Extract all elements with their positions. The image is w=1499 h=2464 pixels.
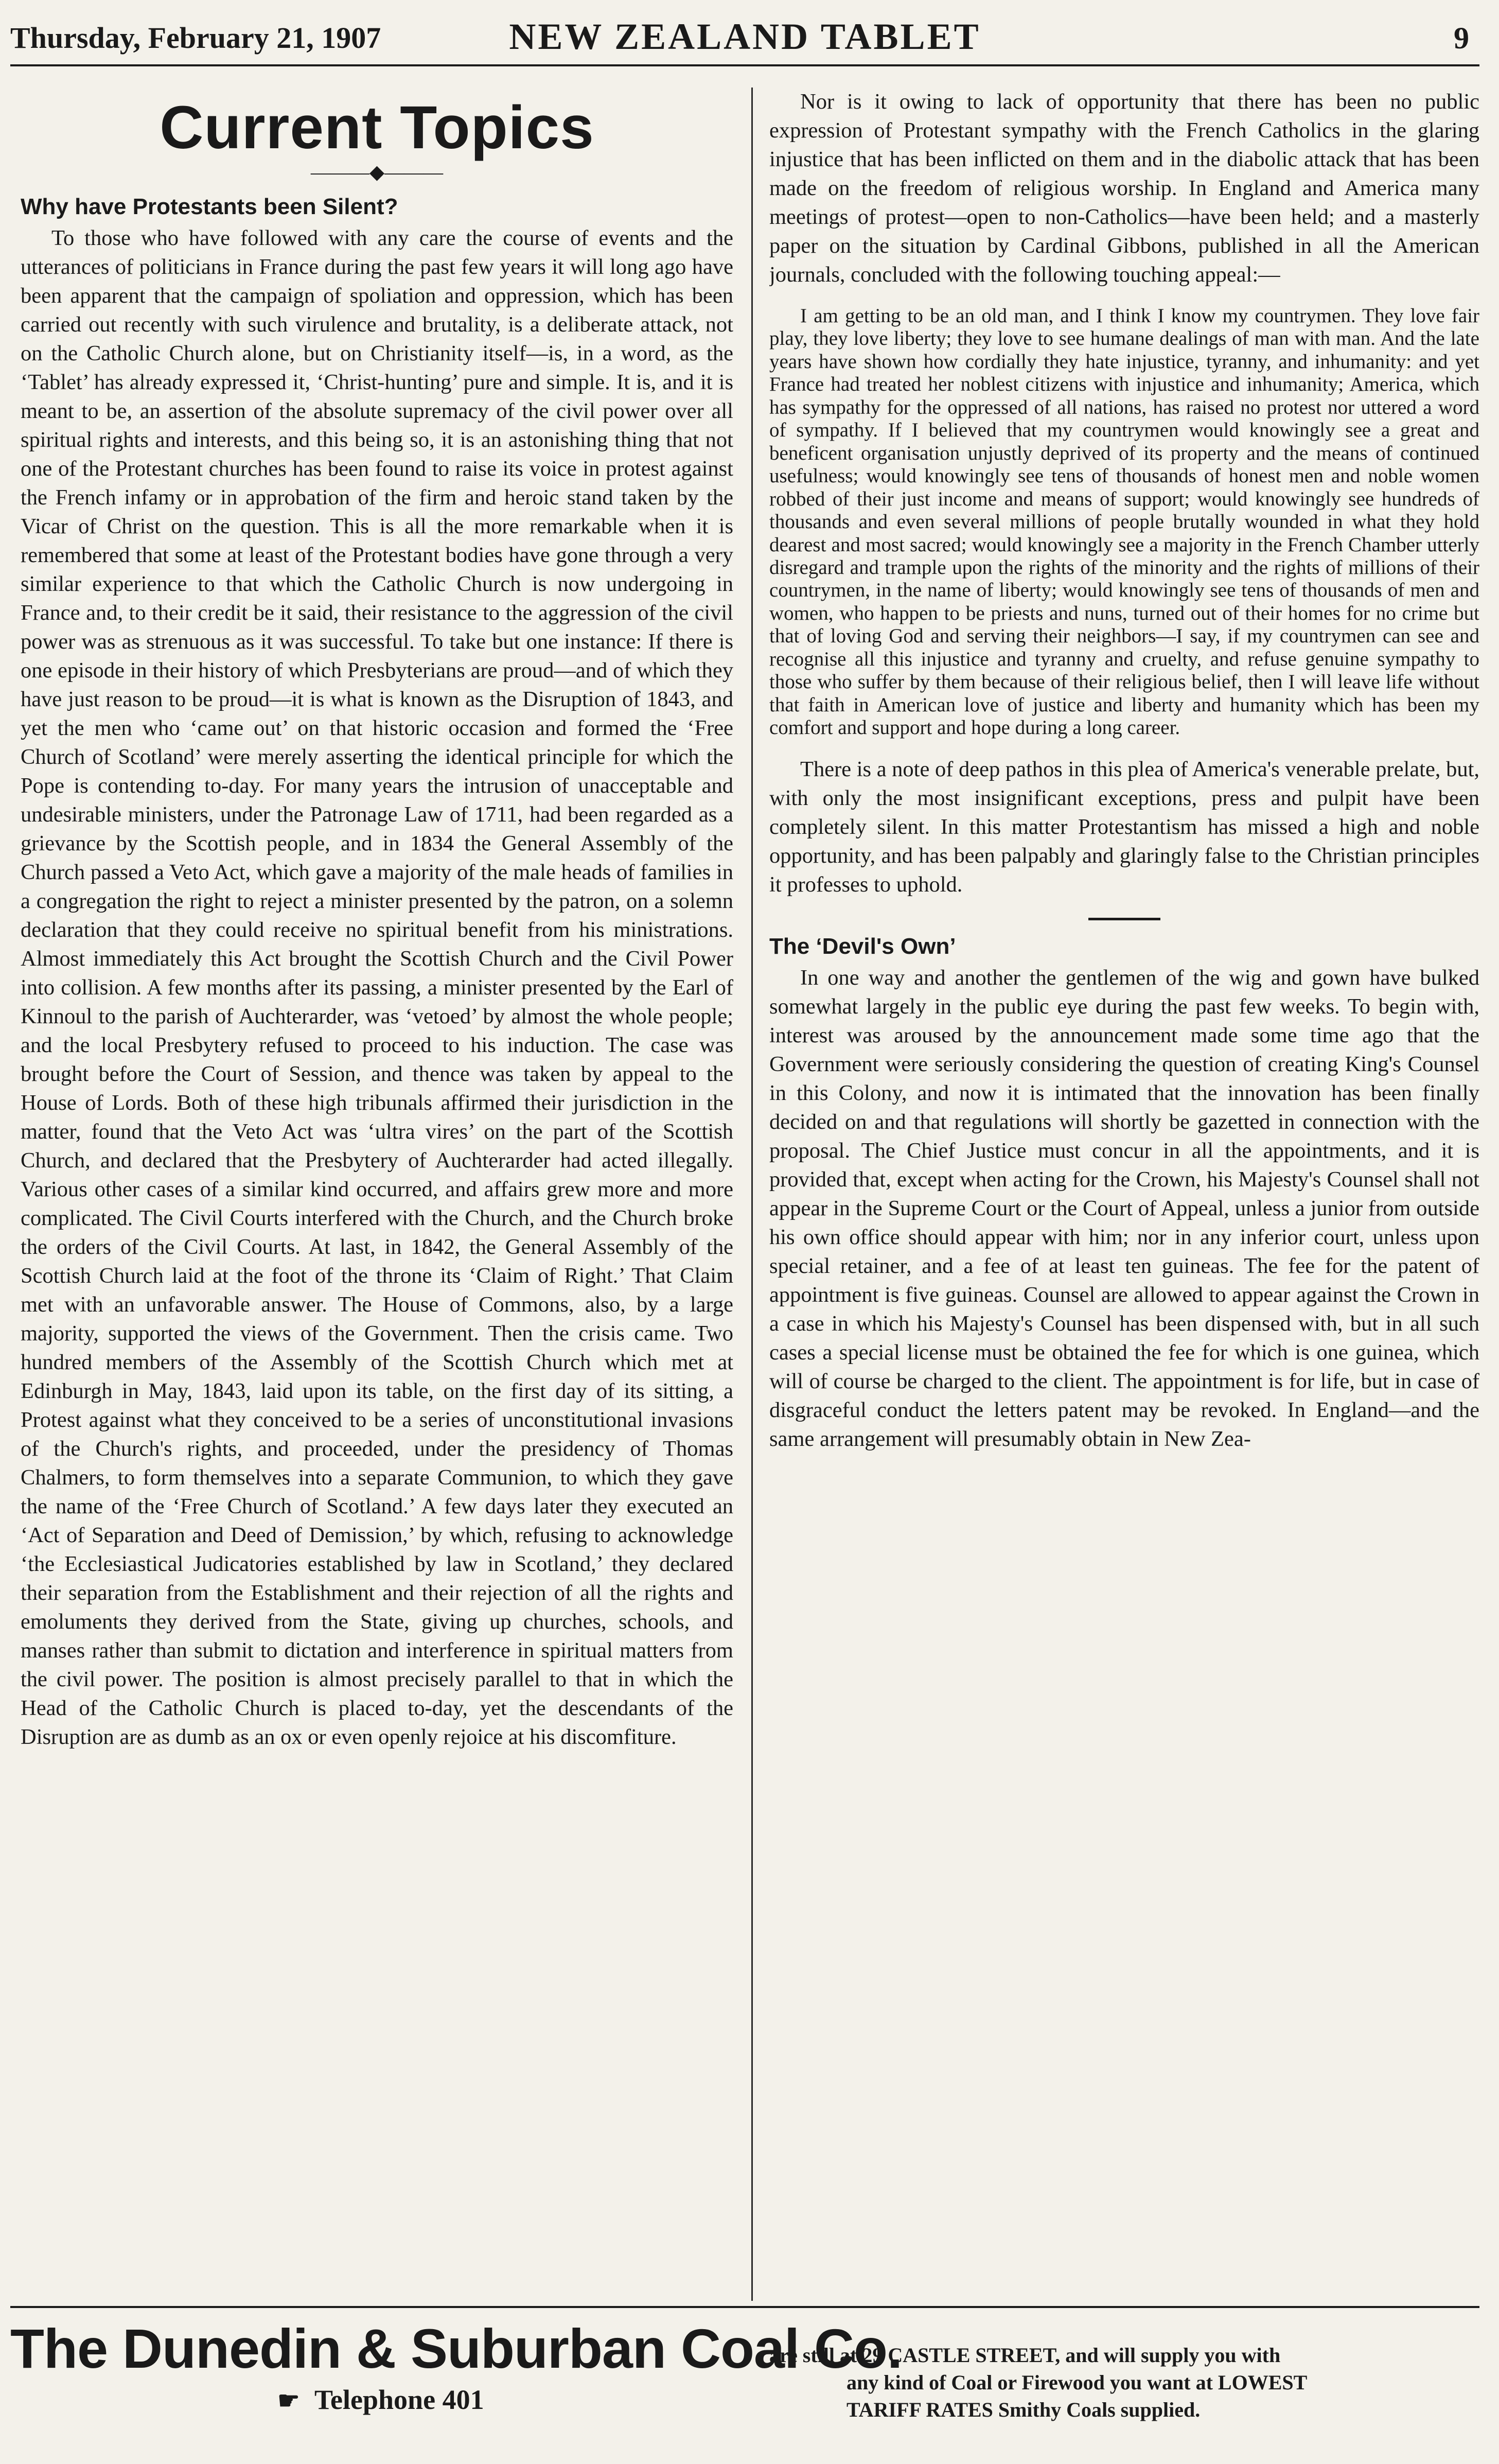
- ad-line-3: TARIFF RATES Smithy Coals supplied.: [847, 2398, 1201, 2421]
- page-header: [10, 15, 1479, 66]
- title-ornament: ———◆———: [310, 162, 444, 183]
- advertisement-right: [769, 2342, 1479, 2455]
- pointing-hand-icon: ☛: [277, 2387, 300, 2415]
- phone-line: [10, 2384, 751, 2416]
- column-divider: [751, 88, 753, 2301]
- left-column: [21, 88, 733, 2301]
- masthead-title: NEW ZEALAND TABLET: [509, 16, 981, 57]
- page-number: 9: [1454, 21, 1469, 55]
- footer-rule: [10, 2306, 1479, 2308]
- ad-line-2: any kind of Coal or Firewood you want at LOWEST: [847, 2370, 1308, 2394]
- gibbons-quote: I am getting to be an old man, and I think I know my countrymen. They love fair play, they love liberty; they love to see humane dealings of man with man. And the late years have shown how cordially they hate injustice, tyranny, and inhumanity: and yet France had treated her noblest citizens with injustice and inhumanity; America, which has sympathy for the oppressed of all nations, has raised no protest nor uttered a word of sympathy. If I believed that my countrymen would knowingly see a great and beneficent organisation unjustly deprived of its property and the means of continued usefulness; would knowingly see tens of thousands of honest men and noble women robbed of their just income and means of support; would knowingly see hundreds of thousands and even several millions of people brutally wounded in what they hold dearest and most sacred; would knowingly see a majority in the French Chamber utterly disregard and trample upon the rights of the minority and the rights of millions of their countrymen, in the name of liberty; would knowingly see tens of thousands of men and women, who happen to be priests and nuns, turned out of their homes for no crime but that of loving God and serving their neighbors—I say, if my countrymen can see and recognise all this injustice and tyranny and cruelty, and refuse genuine sympathy to those who suffer by them because of their religious belief, then I will leave life without that faith in American love of justice and liberty and humanity which has been my comfort and support and hope during a long career.: [769, 305, 1479, 739]
- company-name: The Dunedin & Suburban Coal Co.: [10, 2317, 902, 2380]
- article-heading-devils-own: The ‘Devil's Own’: [769, 933, 956, 959]
- right-column: [769, 88, 1479, 2301]
- section-title: Current Topics: [160, 94, 594, 162]
- article-closing-paragraph: There is a note of deep pathos in this plea of America's venerable prelate, but, with only the most insignificant exceptions, press and pulpit have been completely silent. In this matter Protestantism has missed a high and noble opportunity, and has been palpably and glaringly false to the Christian principles it professes to uphold.: [769, 757, 1479, 897]
- phone-label: Telephone: [314, 2384, 436, 2415]
- article-heading-protestants: Why have Protestants been Silent?: [21, 194, 398, 219]
- phone-number: 401: [442, 2384, 484, 2415]
- advertisement-left: [10, 2316, 902, 2450]
- ad-line-1: are still at 29 CASTLE STREET, and will supply you with: [769, 2344, 1281, 2367]
- article-separator: [1088, 918, 1160, 920]
- article-paragraph: To those who have followed with any care the course of events and the utterances of politicians in France during the past few years it will long ago have been apparent that the campaign of spoliation and oppression, which has been carried out recently with such virulence and brutality, is a deliberate attack, not on the Catholic Church alone, but on Christianity itself—is, in a word, as the ‘Tablet’ has already expressed it, ‘Christ-hunting’ pure and simple. It is, and it is meant to be, an assertion of the absolute supremacy of the civil power over all spiritual rights and interests, and this being so, it is an astonishing thing that not one of the Protestant churches has been found to raise its voice in protest against the French infamy or in approbation of the firm and heroic stand taken by the Vicar of Christ on the question. This is all the more remarkable when it is remembered that some at least of the Protestant bodies have gone through a very similar experience to that which the Catholic Church is now undergoing in France and, to their credit be it said, their resistance to the aggression of the civil power was as strenuous as it was successful. To take but one instance: If there is one episode in their history of which Presbyterians are proud—and of which they have just reason to be proud—it is what is known as the Disruption of 1843, and yet the men who ‘came out’ on that historic occasion and formed the ‘Free Church of Scotland’ were merely asserting the identical principle for which the Pope is contending to-day. For many years the intrusion of unacceptable and undesirable ministers, under the Patronage Law of 1711, had been regarded as a grievance by the Scottish people, and in 1834 the General Assembly of the Church passed a Veto Act, which gave a majority of the male heads of families in a congregation the right to reject a minister presented by the patron, on a solemn declaration that they could receive no spiritual benefit from his ministrations. Almost immediately this Act brought the Scottish Church and the Civil Power into collision. A few months after its passing, a minister presented by the Earl of Kinnoul to the parish of Auchterarder, was ‘vetoed’ by almost the whole people; and the local Presbytery refused to proceed to his induction. The case was brought before the Court of Session, and thence was taken by appeal to the House of Lords. Both of these high tribunals affirmed their jurisdiction in the matter, found that the Veto Act was ‘ultra vires’ on the part of the Scottish Church, and declared that the Presbytery of Auchterarder had acted illegally. Various other cases of a similar kind occurred, and affairs grew more and more complicated. The Civil Courts interfered with the Church, and the Church broke the orders of the Civil Courts. At last, in 1842, the General Assembly of the Scottish Church laid at the foot of the throne its ‘Claim of Right.’ That Claim met with an unfavorable answer. The House of Commons, also, by a large majority, supported the views of the Government. Then the crisis came. Two hundred members of the Assembly of the Scottish Church which met at Edinburgh in May, 1843, laid upon its table, on the first day of its sitting, a Protest against what they conceived to be a series of unconstitutional invasions of the Church's rights, and proceeded, under the presidency of Thomas Chalmers, to form themselves into a separate Communion, to which they gave the name of the ‘Free Church of Scotland.’ A few days later they executed an ‘Act of Separation and Deed of Demission,’ by which, refusing to acknowledge ‘the Ecclesiastical Judicatories established by law in Scotland,’ they declared their separation from the Establishment and their rejection of all the rights and emoluments they derived from the State, giving up churches, schools, and manses rather than submit to dictation and interference in spiritual matters from the civil power. The position is almost precisely parallel to that in which the Head of the Catholic Church is placed to-day, yet the descendants of the Disruption are as dumb as an ox or even openly rejoice at his discomfiture.: [21, 226, 733, 1749]
- issue-date: Thursday, February 21, 1907: [10, 21, 381, 55]
- article-paragraph-continued: Nor is it owing to lack of opportunity that there has been no public expression of Protestant sympathy with the French Catholics in the glaring injustice that has been inflicted on them and in the diabolic attack that has been made on the freedom of religious worship. In England and America many meetings of protest—open to non-Catholics—have been held; and a masterly paper on the situation by Cardinal Gibbons, published in all the American journals, concluded with the following touching appeal:—: [769, 90, 1479, 287]
- article-paragraph: In one way and another the gentlemen of the wig and gown have bulked somewhat largely in the public eye during the past few weeks. To begin with, interest was aroused by the announcement made some time ago that the Government were seriously considering the question of creating King's Counsel in this Colony, and now it is intimated that the innovation has been finally decided on and that regulations will shortly be gazetted in connection with the proposal. The Chief Justice must concur in all the appointments, and it is provided that, except when acting for the Crown, his Majesty's Counsel shall not appear in the Supreme Court or the Court of Appeal, unless a junior from outside his own office should appear with him; nor in any inferior court, unless upon special retainer, and a fee of at least ten guineas. The fee for the patent of appointment is five guineas. Counsel are allowed to appear against the Crown in a case in which his Majesty's Counsel has been dispensed with, but in all such cases a special license must be obtained the fee for which is one guinea, which will of course be charged to the client. The appointment is for life, but in case of disgraceful conduct the letters patent may be revoked. In England—and the same arrangement will presumably obtain in New Zea-: [769, 965, 1479, 1451]
